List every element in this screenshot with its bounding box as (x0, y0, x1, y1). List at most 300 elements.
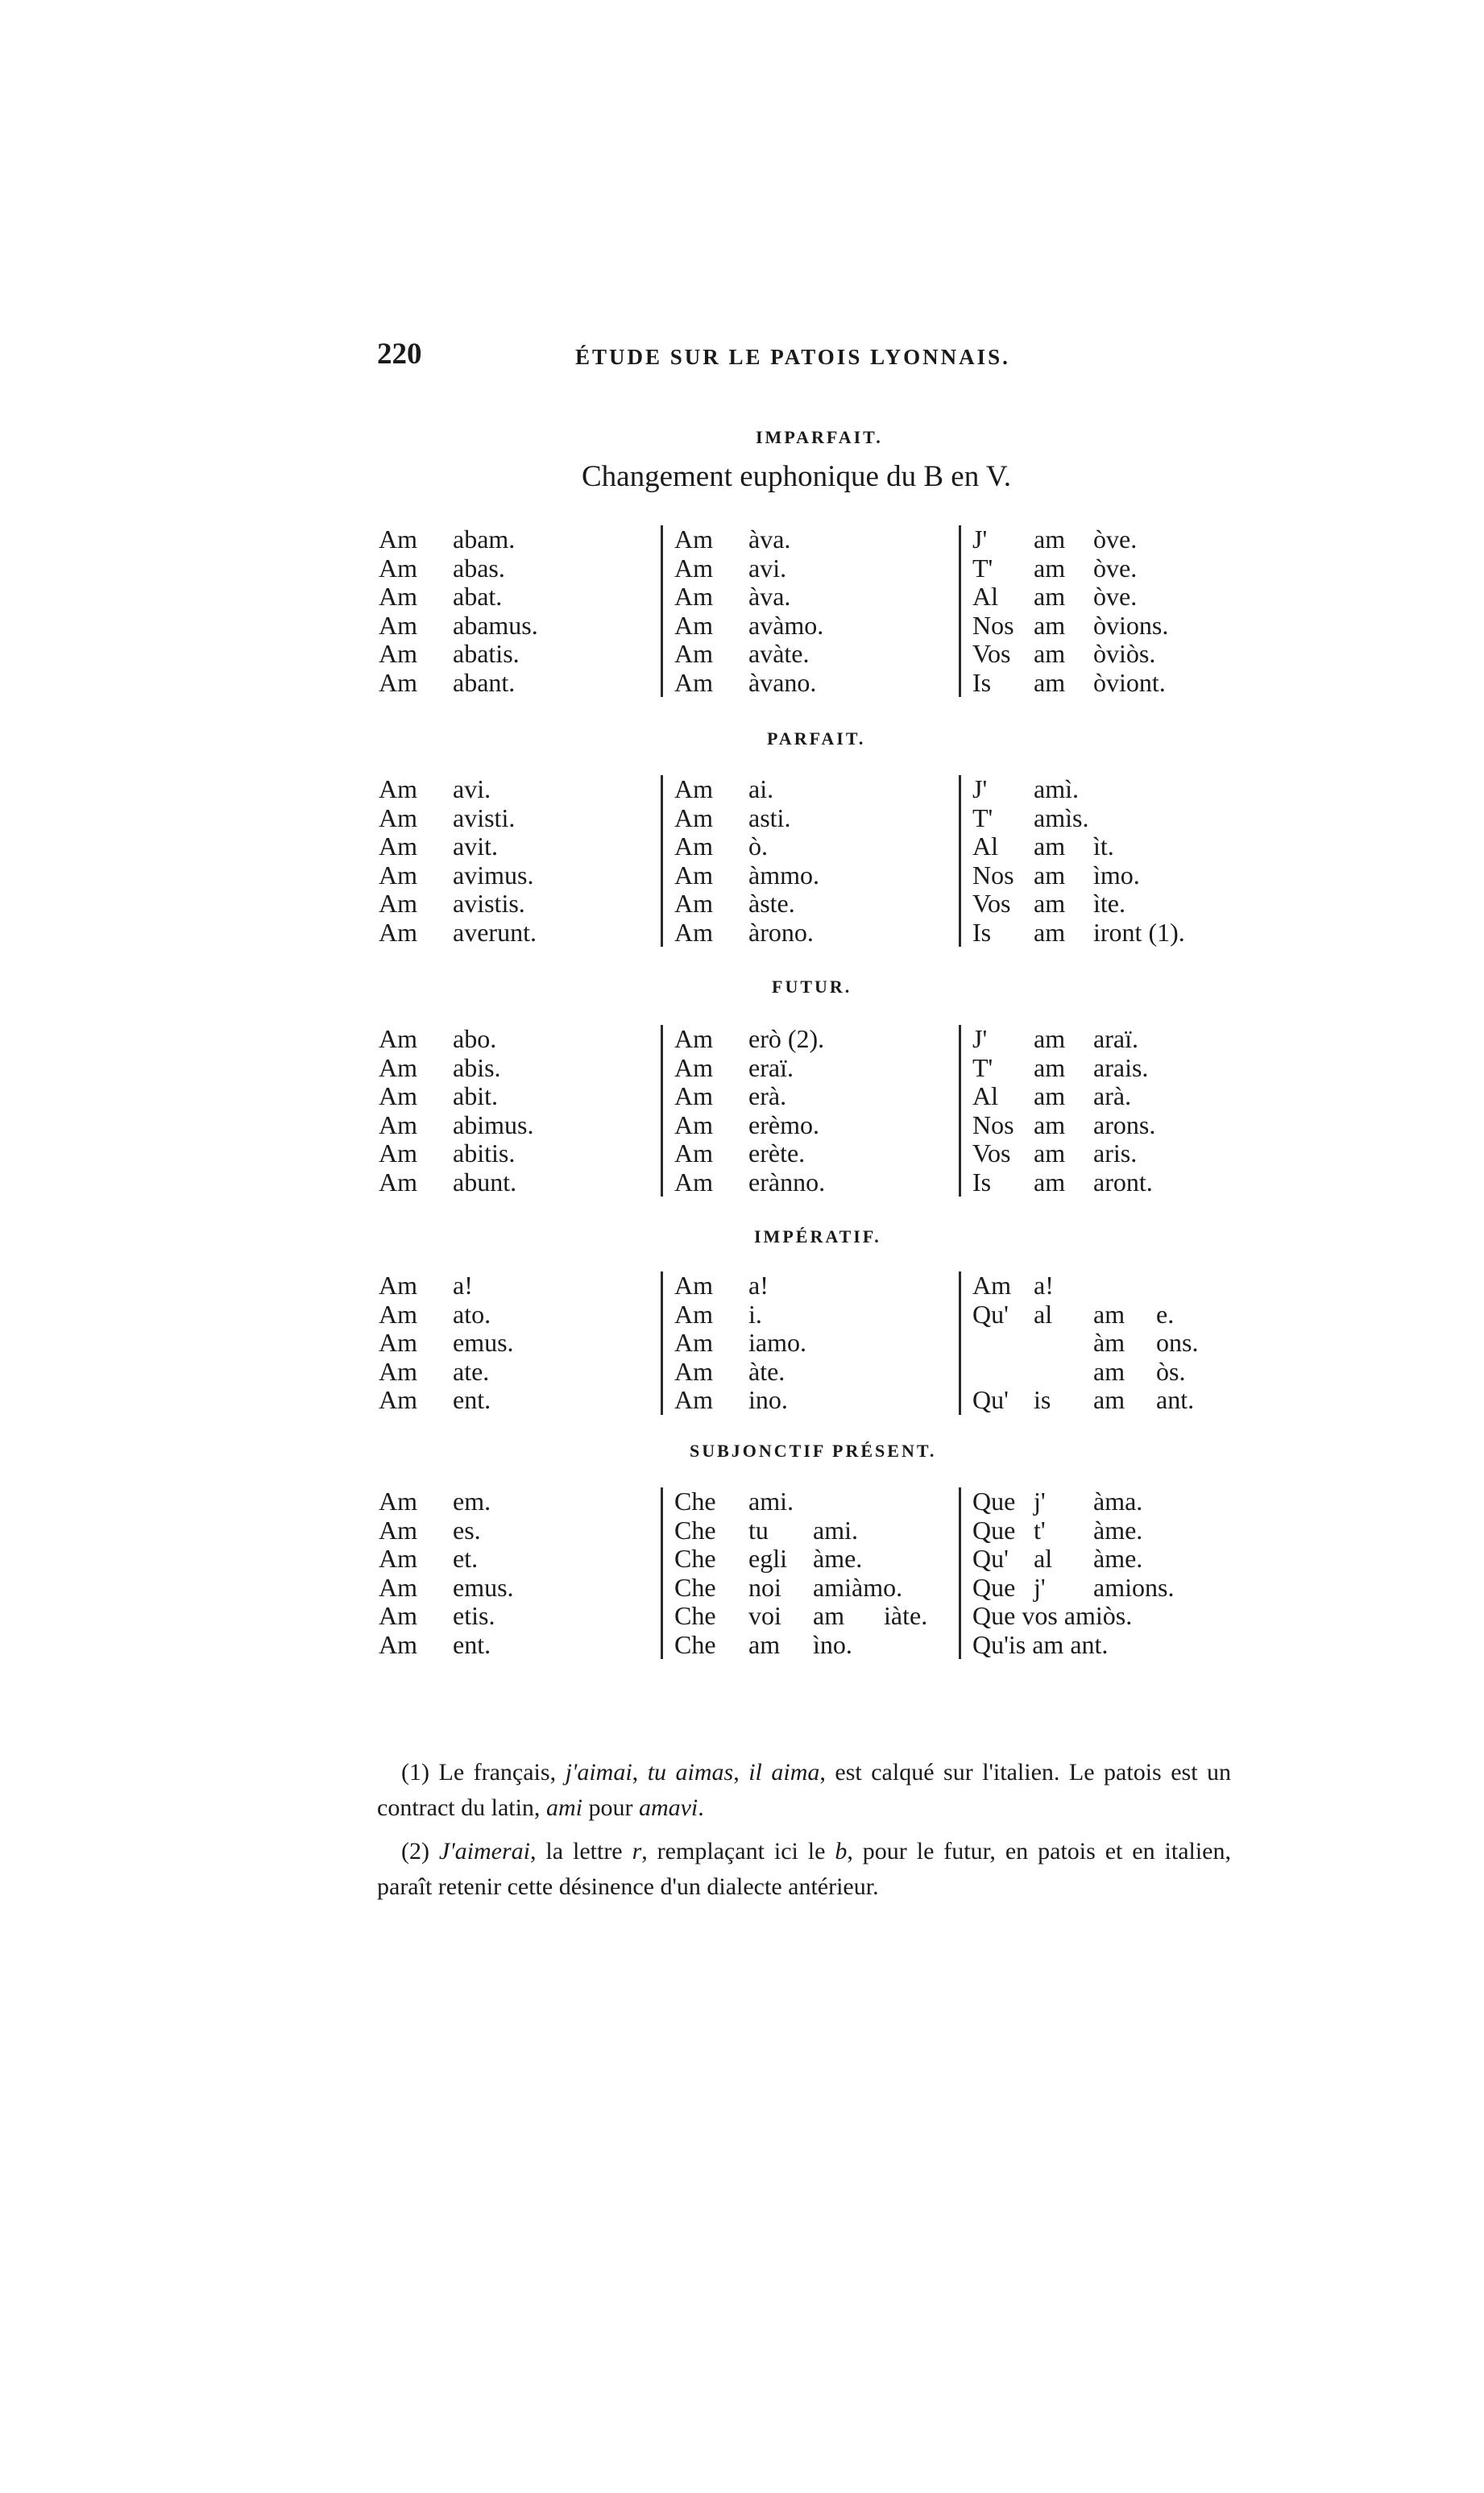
conjugation-word: Am (379, 1544, 417, 1573)
footnote-italic-text: amavi (638, 1794, 698, 1821)
footnote-text: , (733, 1759, 749, 1786)
conjugation-word: etis. (453, 1601, 495, 1630)
conjugation-word: arà. (1093, 1081, 1132, 1110)
conjugation-word: is (1034, 1385, 1051, 1414)
conjugation-word: abo. (453, 1024, 497, 1053)
conjugation-word: Am (379, 1139, 417, 1168)
conjugation-word: òve. (1093, 553, 1138, 583)
conjugation-row (674, 583, 948, 612)
conjugation-word: avi. (748, 553, 787, 583)
conjugation-word: Am (379, 1167, 417, 1197)
conjugation-word: al (1034, 1544, 1053, 1573)
conjugation-word: am (1034, 1139, 1066, 1168)
conjugation-row (674, 612, 948, 641)
conjugation-word: Am (379, 1271, 417, 1300)
conjugation-word: Am (379, 860, 417, 890)
conjugation-word: Am (379, 1572, 417, 1602)
conjugation-word: a! (748, 1271, 769, 1300)
footnote-italic-text: r (632, 1838, 642, 1865)
conjugation-word: Am (379, 667, 417, 697)
conjugation-word: Is (972, 917, 992, 947)
conjugation-row (379, 583, 604, 612)
conjugation-word: Am (379, 610, 417, 640)
conjugation-word: averunt. (453, 917, 537, 947)
conjugation-word: ò. (748, 832, 768, 861)
conjugation-row (379, 1487, 604, 1516)
conjugation-row (674, 1631, 948, 1660)
conjugation-word: avisti. (453, 803, 516, 832)
conjugation-word: Al (972, 1081, 998, 1110)
conjugation-word: Am (379, 889, 417, 918)
conjugation-word: àva. (748, 582, 791, 611)
conjugation-word: abatis. (453, 639, 520, 668)
latin-column (379, 775, 604, 947)
conjugation-word: J' (972, 774, 988, 803)
conjugation-row (972, 1631, 1262, 1660)
conjugation-row (674, 1329, 948, 1358)
conjugation-row (674, 1516, 948, 1545)
conjugation-word: òviòs. (1093, 639, 1156, 668)
conjugation-word: ìt. (1093, 832, 1114, 861)
conjugation-word: Am (674, 917, 713, 947)
conjugation-word: avit. (453, 832, 498, 861)
conjugation-word: Qu' (972, 1299, 1009, 1329)
conjugation-word: am (1034, 860, 1066, 890)
conjugation-word: Nos (972, 1110, 1014, 1139)
conjugation-word: Am (674, 582, 713, 611)
conjugation-word: erèmo. (748, 1110, 819, 1139)
conjugation-row (379, 775, 604, 804)
conjugation-word: es. (453, 1515, 481, 1545)
conjugation-word: Al (972, 832, 998, 861)
conjugation-word: àste. (748, 889, 795, 918)
conjugation-row (972, 1329, 1262, 1358)
conjugation-row (674, 1545, 948, 1574)
conjugation-row (674, 1082, 948, 1111)
conjugation-word: erà. (748, 1081, 787, 1110)
latin-column (379, 1271, 604, 1415)
conjugation-word: Am (379, 1052, 417, 1082)
conjugation-word: Am (379, 1601, 417, 1630)
conjugation-word: àva. (748, 525, 791, 554)
conjugation-row (674, 1487, 948, 1516)
conjugation-row (972, 1545, 1262, 1574)
conjugation-word: òvions. (1093, 610, 1169, 640)
conjugation-row (972, 1111, 1262, 1140)
conjugation-word: am (1034, 553, 1066, 583)
conjugation-word: Que (972, 1515, 1016, 1545)
conjugation-word: a! (1034, 1271, 1054, 1300)
conjugation-row (972, 861, 1262, 890)
latin-column (379, 1025, 604, 1197)
conjugation-word: Am (379, 917, 417, 947)
conjugation-row (379, 890, 604, 919)
conjugation-word: Qu' (972, 1544, 1009, 1573)
conjugation-row (379, 1358, 604, 1387)
conjugation-word: Am (379, 774, 417, 803)
conjugation-row (379, 804, 604, 833)
conjugation-row (972, 583, 1262, 612)
conjugation-row (674, 832, 948, 861)
conjugation-row (379, 1271, 604, 1300)
footnote-marker: (2) (401, 1838, 429, 1865)
conjugation-row (674, 1386, 948, 1415)
conjugation-word: am (1034, 1081, 1066, 1110)
conjugation-row (674, 861, 948, 890)
conjugation-word: iamo. (748, 1328, 806, 1357)
conjugation-word: Vos (972, 639, 1011, 668)
conjugation-word: asti. (748, 803, 791, 832)
conjugation-word: iront (1). (1093, 917, 1185, 947)
conjugation-word: Am (379, 1024, 417, 1053)
conjugation-word: Am (674, 525, 713, 554)
conjugation-word: tu (748, 1515, 769, 1545)
conjugation-word: T' (972, 1052, 993, 1082)
patois-column (959, 1487, 1262, 1659)
page-number: 220 (377, 338, 422, 371)
conjugation-row (972, 1082, 1262, 1111)
conjugation-word: Am (972, 1271, 1011, 1300)
conjugation-row (972, 1139, 1262, 1168)
conjugation-word: eraï. (748, 1052, 794, 1082)
conjugation-word: ìte. (1093, 889, 1125, 918)
footnote-marker: (1) (401, 1759, 429, 1786)
conjugation-row (379, 1574, 604, 1603)
conjugation-word: erànno. (748, 1167, 826, 1197)
conjugation-word: amions. (1093, 1572, 1175, 1602)
conjugation-row (674, 1574, 948, 1603)
conjugation-word: Que (972, 1572, 1016, 1602)
section-subtitle: Changement euphonique du B en V. (582, 460, 1012, 493)
conjugation-word: am (1034, 1052, 1066, 1082)
latin-column (379, 1487, 604, 1659)
conjugation-word: abat. (453, 582, 503, 611)
conjugation-word: Am (674, 1139, 713, 1168)
conjugation-row (674, 1358, 948, 1387)
conjugation-row (972, 525, 1262, 554)
conjugation-word: arons. (1093, 1110, 1156, 1139)
patois-column (959, 525, 1262, 697)
conjugation-word: ant. (1156, 1385, 1195, 1414)
conjugation-word: Am (379, 1299, 417, 1329)
conjugation-word: Am (379, 582, 417, 611)
conjugation-row (972, 1487, 1262, 1516)
conjugation-word: àma. (1093, 1487, 1143, 1516)
conjugation-word: Qu' (972, 1385, 1009, 1414)
footnote (377, 1834, 1231, 1905)
conjugation-row (674, 640, 948, 669)
conjugation-word: Am (674, 1385, 713, 1414)
conjugation-word: am (1034, 832, 1066, 861)
italian-column (661, 525, 948, 697)
conjugation-word: Vos (972, 1139, 1011, 1168)
conjugation-row (972, 1602, 1262, 1631)
patois-column (959, 1025, 1262, 1197)
conjugation-word: abam. (453, 525, 516, 554)
conjugation-word: Que (972, 1487, 1016, 1516)
conjugation-word: Am (379, 1385, 417, 1414)
conjugation-word: am (1034, 1110, 1066, 1139)
section-title: PARFAIT. (767, 728, 866, 749)
conjugation-word: am (1034, 610, 1066, 640)
conjugation-row (379, 919, 604, 948)
conjugation-word: avistis. (453, 889, 525, 918)
conjugation-row (379, 669, 604, 698)
conjugation-word: J' (972, 525, 988, 554)
conjugation-word: Am (379, 639, 417, 668)
conjugation-word: ato. (453, 1299, 491, 1329)
conjugation-row (379, 1300, 604, 1329)
conjugation-row (379, 1386, 604, 1415)
conjugation-word: Che (674, 1544, 716, 1573)
conjugation-row (972, 640, 1262, 669)
conjugation-word: òve. (1093, 525, 1138, 554)
conjugation-word: Am (379, 1515, 417, 1545)
conjugation-word: am (748, 1629, 781, 1659)
conjugation-row (674, 1300, 948, 1329)
conjugation-word: Am (674, 667, 713, 697)
footnote (377, 1755, 1231, 1826)
footnote-italic-text: j'aimai (565, 1759, 632, 1786)
conjugation-row (674, 1168, 948, 1197)
conjugation-word: am (1034, 639, 1066, 668)
conjugation-word: Am (674, 1167, 713, 1197)
section-title: IMPARFAIT. (756, 427, 883, 447)
conjugation-word: abit. (453, 1081, 498, 1110)
italian-column (661, 1271, 948, 1415)
conjugation-word: noi (748, 1572, 781, 1602)
conjugation-word: Am (674, 1299, 713, 1329)
conjugation-word: am (1093, 1385, 1125, 1414)
conjugation-word: emus. (453, 1328, 514, 1357)
conjugation-word: Vos (972, 889, 1011, 918)
conjugation-row (379, 1631, 604, 1660)
conjugation-row (972, 1271, 1262, 1300)
footnote-text (429, 1838, 439, 1865)
conjugation-word: Is (972, 1167, 992, 1197)
conjugation-word: Am (674, 639, 713, 668)
conjugation-row (379, 1516, 604, 1545)
conjugation-row (379, 640, 604, 669)
conjugation-word: Am (379, 832, 417, 861)
conjugation-word: Am (379, 803, 417, 832)
conjugation-word: Al (972, 582, 998, 611)
conjugation-word: àvano. (748, 667, 817, 697)
conjugation-word: àme. (1093, 1515, 1143, 1545)
conjugation-word: Am (674, 803, 713, 832)
conjugation-word: am (1034, 582, 1066, 611)
section-title: FUTUR. (772, 977, 852, 997)
conjugation-row (972, 804, 1262, 833)
conjugation-row (674, 890, 948, 919)
conjugation-word: àme. (813, 1544, 863, 1573)
conjugation-word: am (813, 1601, 845, 1630)
conjugation-word: j' (1034, 1572, 1046, 1602)
conjugation-row (972, 832, 1262, 861)
footnote-text: . (698, 1794, 704, 1821)
conjugation-row (379, 1054, 604, 1083)
conjugation-row (674, 775, 948, 804)
conjugation-row (379, 612, 604, 641)
conjugation-row (379, 1545, 604, 1574)
latin-column (379, 525, 604, 697)
conjugation-word: òs. (1156, 1356, 1186, 1386)
conjugation-word: voi (748, 1601, 781, 1630)
conjugation-row (379, 1025, 604, 1054)
conjugation-word: t' (1034, 1515, 1046, 1545)
conjugation-row (674, 1054, 948, 1083)
conjugation-word: al (1034, 1299, 1053, 1329)
conjugation-word: aront. (1093, 1167, 1153, 1197)
conjugation-row (972, 669, 1262, 698)
conjugation-word: Que vos amiòs. (972, 1601, 1133, 1630)
section-title: SUBJONCTIF PRÉSENT. (690, 1441, 937, 1461)
conjugation-word: Am (674, 553, 713, 583)
conjugation-word: àme. (1093, 1544, 1143, 1573)
conjugation-row (674, 669, 948, 698)
patois-column (959, 775, 1262, 947)
conjugation-word: abamus. (453, 610, 538, 640)
footnote-italic-text: tu aimas (647, 1759, 734, 1786)
conjugation-word: Am (379, 1356, 417, 1386)
conjugation-row (674, 1271, 948, 1300)
conjugation-word: Am (379, 1110, 417, 1139)
section-title: IMPÉRATIF. (754, 1226, 881, 1246)
conjugation-word: ent. (453, 1629, 491, 1659)
conjugation-word: Am (379, 1081, 417, 1110)
conjugation-word: arais. (1093, 1052, 1149, 1082)
footnote-italic-text: b (835, 1838, 848, 1865)
conjugation-word: am (1093, 1356, 1125, 1386)
conjugation-word: àmmo. (748, 860, 819, 890)
conjugation-row (674, 919, 948, 948)
conjugation-word: Am (379, 1487, 417, 1516)
conjugation-word: amìs. (1034, 803, 1089, 832)
conjugation-word: Nos (972, 610, 1014, 640)
conjugation-word: Che (674, 1515, 716, 1545)
conjugation-row (379, 861, 604, 890)
conjugation-word: Am (674, 1328, 713, 1357)
footnote-italic-text: J'aimerai (438, 1838, 530, 1865)
conjugation-row (674, 1025, 948, 1054)
conjugation-word: j' (1034, 1487, 1046, 1516)
conjugation-word: Am (379, 1629, 417, 1659)
conjugation-word: ami. (813, 1515, 858, 1545)
conjugation-word: Am (674, 1356, 713, 1386)
conjugation-word: abimus. (453, 1110, 534, 1139)
conjugation-word: em. (453, 1487, 491, 1516)
conjugation-row (379, 832, 604, 861)
conjugation-word: Am (379, 1328, 417, 1357)
conjugation-word: Am (674, 860, 713, 890)
conjugation-word: Am (674, 889, 713, 918)
conjugation-word: Am (674, 774, 713, 803)
conjugation-word: ons. (1156, 1328, 1199, 1357)
conjugation-word: Am (674, 610, 713, 640)
footnote-text: , (632, 1759, 648, 1786)
conjugation-row (972, 1516, 1262, 1545)
conjugation-word: et. (453, 1544, 479, 1573)
conjugation-row (972, 1358, 1262, 1387)
conjugation-word: Che (674, 1572, 716, 1602)
conjugation-row (674, 1139, 948, 1168)
conjugation-row (972, 1054, 1262, 1083)
conjugation-word: avi. (453, 774, 491, 803)
conjugation-word: ami. (748, 1487, 794, 1516)
italian-column (661, 775, 948, 947)
italian-column (661, 1025, 948, 1197)
conjugation-row (972, 1025, 1262, 1054)
conjugation-row (379, 525, 604, 554)
conjugation-word: avàmo. (748, 610, 824, 640)
conjugation-word: Am (379, 525, 417, 554)
conjugation-word: a! (453, 1271, 473, 1300)
conjugation-row (379, 1168, 604, 1197)
conjugation-word: ìno. (813, 1629, 852, 1659)
conjugation-word: ent. (453, 1385, 491, 1414)
conjugation-row (972, 1300, 1262, 1329)
conjugation-row (972, 1168, 1262, 1197)
conjugation-word: ino. (748, 1385, 788, 1414)
conjugation-word: Nos (972, 860, 1014, 890)
conjugation-row (379, 1329, 604, 1358)
footnote-italic-text: il aima (748, 1759, 820, 1786)
conjugation-word: Am (674, 1081, 713, 1110)
running-title: ÉTUDE SUR LE PATOIS LYONNAIS. (575, 345, 1010, 369)
conjugation-word: Qu'is am ant. (972, 1629, 1109, 1659)
conjugation-word: àrono. (748, 917, 814, 947)
conjugation-word: abunt. (453, 1167, 517, 1197)
conjugation-word: òviont. (1093, 667, 1166, 697)
conjugation-row (379, 1111, 604, 1140)
conjugation-word: egli (748, 1544, 787, 1573)
conjugation-word: ai. (748, 774, 774, 803)
conjugation-word: abant. (453, 667, 516, 697)
conjugation-word: araï. (1093, 1024, 1138, 1053)
conjugation-word: abitis. (453, 1139, 516, 1168)
conjugation-row (379, 554, 604, 583)
conjugation-word: Am (379, 553, 417, 583)
footnote-text: , est calqué sur l'italien. Le patois est un contract du latin, (377, 1759, 1232, 1821)
conjugation-row (972, 775, 1262, 804)
conjugation-word: Am (674, 1052, 713, 1082)
footnotes (377, 1755, 1231, 1913)
conjugation-row (674, 1111, 948, 1140)
conjugation-word: Am (674, 1110, 713, 1139)
conjugation-word: àte. (748, 1356, 786, 1386)
conjugation-word: Che (674, 1601, 716, 1630)
conjugation-word: abas. (453, 553, 505, 583)
conjugation-row (674, 554, 948, 583)
conjugation-word: am (1034, 1167, 1066, 1197)
conjugation-word: T' (972, 803, 993, 832)
conjugation-row (379, 1082, 604, 1111)
conjugation-word: abis. (453, 1052, 501, 1082)
conjugation-word: am (1034, 1024, 1066, 1053)
italian-column (661, 1487, 948, 1659)
conjugation-word: am (1093, 1299, 1125, 1329)
conjugation-row (379, 1602, 604, 1631)
conjugation-row (674, 525, 948, 554)
conjugation-word: emus. (453, 1572, 514, 1602)
conjugation-word: erò (2). (748, 1024, 825, 1053)
conjugation-word: amiàmo. (813, 1572, 903, 1602)
conjugation-word: àm (1093, 1328, 1125, 1357)
conjugation-word: am (1034, 525, 1066, 554)
conjugation-row (972, 1574, 1262, 1603)
patois-column (959, 1271, 1262, 1415)
footnote-text: , pour le futur, en patois et en italien, paraît retenir cette désinence d'un dialecte antérieur. (377, 1838, 1231, 1900)
